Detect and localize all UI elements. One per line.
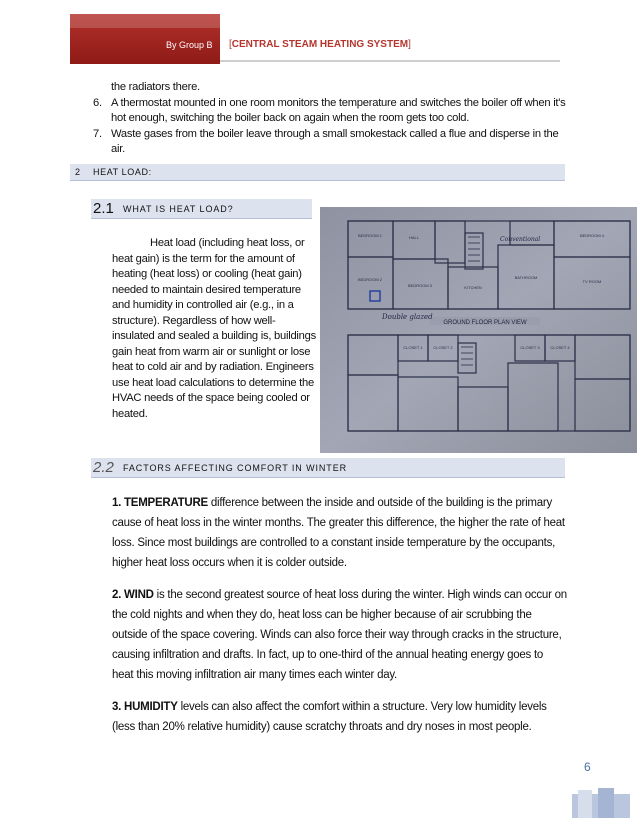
factor-text: levels can also affect the comfort within a structure. Very low humidity levels (less than 20% relative humidity) cause scratchy throats and dry noses in most people. — [112, 701, 547, 733]
list-item — [93, 80, 573, 96]
heat-load-definition — [112, 236, 317, 422]
section-heading-heat-load — [70, 164, 565, 181]
factor-text: difference between the inside and outside of the building is the primary cause of heat loss in the winter months. The greater this difference, the higher the rate of heat loss. Since most buildings are controlled to a constant inside temperature by the occupants, higher heat loss occurs when it is colder outside. — [112, 497, 565, 569]
steps-list — [93, 80, 573, 158]
list-item — [93, 96, 573, 127]
header-group: By Group B — [166, 40, 213, 50]
plan-handwriting: Conventional — [500, 236, 541, 243]
list-number: 6. — [93, 96, 102, 109]
subsection-heading-2-2 — [91, 458, 565, 478]
subsection-heading-2-1 — [91, 199, 312, 219]
factor-item — [112, 697, 567, 737]
header-red-block — [70, 14, 220, 64]
header-title — [229, 39, 411, 50]
factor-item — [112, 585, 567, 685]
bracket-close: ] — [408, 39, 411, 50]
bracket-open: [ — [229, 39, 232, 50]
plan-room-label: TV ROOM — [582, 279, 602, 284]
plan-room-label: BATHROOM — [514, 275, 538, 280]
factor-item — [112, 493, 567, 573]
factor-label: 2. WIND — [112, 589, 154, 601]
section-title: HEAT LOAD: — [93, 167, 152, 177]
factor-label: 3. HUMIDITY — [112, 701, 178, 713]
plan-room-label: CLOSET 3 — [520, 345, 540, 350]
list-continuation: the radiators there. — [111, 81, 200, 93]
plan-title: GROUND FLOOR PLAN VIEW — [443, 320, 527, 326]
plan-room-label: KITCHEN — [464, 285, 482, 290]
plan-room-label: CLOSET 2 — [433, 345, 453, 350]
plan-room-label: CLOSET 4 — [550, 345, 570, 350]
header-rule — [220, 60, 560, 62]
subsection-number: 2.2 — [93, 459, 114, 476]
subsection-title: WHAT IS HEAT LOAD? — [123, 203, 234, 214]
plan-room-label: BEDROOM 3 — [407, 283, 433, 288]
plan-room-label: CLOSET 1 — [403, 345, 423, 350]
list-number: 7. — [93, 127, 102, 140]
header-title-text: CENTRAL STEAM HEATING SYSTEM — [231, 39, 409, 50]
subsection-number: 2.1 — [93, 200, 114, 217]
factor-text: is the second greatest source of heat loss during the winter. High winds can occur on the cold nights and when they do, heat loss can be higher because of air scrubbing the outside of the space covering. Winds can also force their way through cracks in the structure, causing infiltration and drafts. In fact, up to one-third of the annual heating energy goes to heat this moving infiltration air many times each winter day. — [112, 589, 567, 681]
comfort-factors — [112, 493, 567, 749]
floor-plan-image — [320, 207, 637, 453]
page-number: 6 — [584, 760, 591, 774]
section-number: 2 — [75, 167, 81, 177]
plan-room-label: HALL — [408, 235, 420, 240]
factor-label: 1. TEMPERATURE — [112, 497, 208, 509]
subsection-title: FACTORS AFFECTING COMFORT IN WINTER — [123, 462, 348, 473]
list-text: Waste gases from the boiler leave through a small smokestack called a flue and disperse in the air. — [111, 127, 559, 155]
plan-room-label: BEDROOM 1 — [357, 233, 383, 238]
list-item — [93, 127, 573, 158]
paragraph: Heat load (including heat loss, or heat gain) is the term for the amount of heating (heat loss) or cooling (heat gain) needed to maintain desired temperature and humidity in controlled air (e.g., in a structure). Regardless of how well-insulated and sealed a building is, buildings gain heat from warm air or sunlight or lose heat to cold air and by radiation. Engineers use heat load calculations to determine the HVAC needs of the space being cooled or heated. — [112, 237, 316, 420]
page-corner-decoration — [568, 788, 630, 818]
plan-room-label: BEDROOM 4 — [579, 233, 605, 238]
list-text: A thermostat mounted in one room monitors the temperature and switches the boiler off when it's hot enough, switching the boiler back on again when the room gets too cold. — [111, 96, 566, 124]
plan-room-label: BEDROOM 2 — [357, 277, 383, 282]
plan-handwriting: Double glazed — [382, 313, 433, 321]
